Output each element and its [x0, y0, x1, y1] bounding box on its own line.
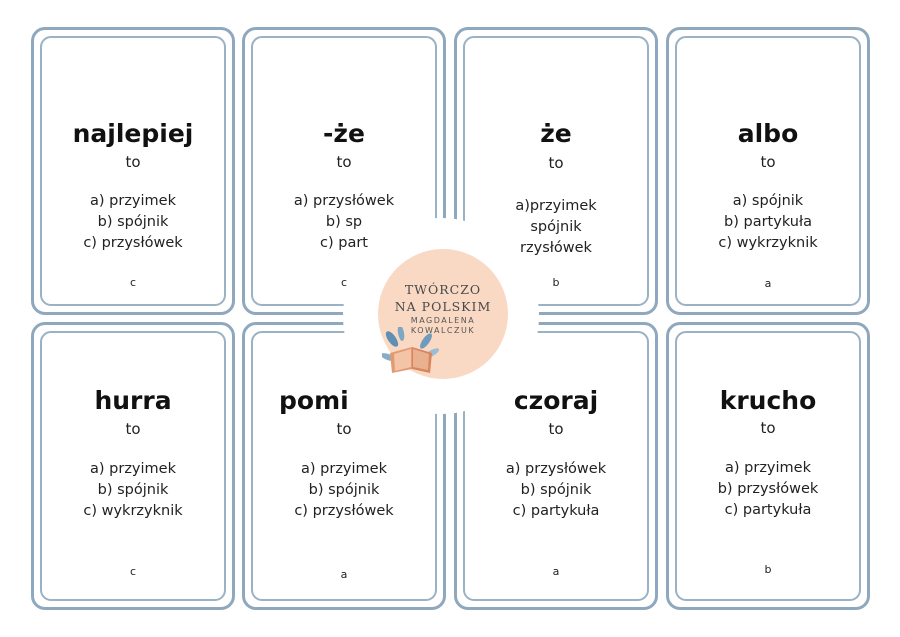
logo-line-4: KOWALCZUK	[410, 326, 476, 335]
card-to: to	[125, 153, 141, 171]
card-word: pomi	[279, 386, 349, 415]
card-to: to	[548, 420, 564, 438]
card-to: to	[336, 153, 352, 171]
card-to: to	[760, 419, 776, 437]
flashcard-4	[666, 27, 870, 315]
card-answer: b	[552, 276, 560, 289]
logo-line-2: NA POLSKIM	[394, 299, 492, 314]
option-b: b) spójnik	[520, 482, 592, 498]
option-a: a) przyimek	[90, 461, 176, 477]
flashcard-1	[31, 27, 235, 315]
card-options	[669, 458, 867, 521]
card-answer: a	[340, 568, 348, 581]
option-c: c) przysłówek	[83, 235, 183, 251]
card-inner-border	[40, 36, 226, 306]
card-options	[245, 459, 443, 522]
card-answer: a	[552, 565, 560, 578]
card-word: -że	[323, 119, 365, 148]
option-c: c) wykrzyknik	[718, 235, 818, 251]
card-to: to	[760, 153, 776, 171]
card-word: że	[540, 119, 572, 148]
card-word: najlepiej	[72, 119, 194, 148]
card-options	[34, 191, 232, 254]
option-b: b) spójnik	[308, 482, 380, 498]
logo-line-3: MAGDALENA	[410, 316, 476, 325]
option-b: b) spójnik	[97, 482, 169, 498]
card-options	[457, 459, 655, 522]
option-c: c) przysłówek	[294, 503, 394, 519]
flashcard-8	[666, 322, 870, 610]
card-word: hurra	[94, 386, 172, 415]
option-a: a) przysłówek	[505, 461, 607, 477]
card-answer: c	[129, 565, 137, 578]
card-inner-border	[675, 36, 861, 306]
option-a: a) przysłówek	[293, 193, 395, 209]
card-to: to	[548, 154, 564, 172]
card-answer: c	[340, 276, 348, 289]
card-to: to	[125, 420, 141, 438]
card-answer: b	[764, 563, 772, 576]
option-a: a) spójnik	[732, 193, 804, 209]
option-c: c) partykuła	[512, 503, 600, 519]
option-a: a) przyimek	[90, 193, 176, 209]
option-c: c) partykuła	[724, 502, 812, 518]
card-word: krucho	[719, 386, 817, 415]
option-a: a)przyimek	[515, 198, 597, 214]
card-options	[34, 459, 232, 522]
option-a: a) przyimek	[301, 461, 387, 477]
card-word: albo	[737, 119, 799, 148]
card-options	[669, 191, 867, 254]
option-b: b) spójnik	[97, 214, 169, 230]
option-b: b) sp	[325, 214, 363, 230]
card-word: czoraj	[513, 386, 599, 415]
card-answer: a	[764, 277, 772, 290]
option-c: c) wykrzyknik	[83, 503, 183, 519]
option-b: b) przysłówek	[717, 481, 819, 497]
option-b: spójnik	[530, 219, 582, 235]
card-to: to	[336, 420, 352, 438]
flashcard-5	[31, 322, 235, 610]
option-a: a) przyimek	[725, 460, 811, 476]
option-b: b) partykuła	[724, 214, 812, 230]
card-answer: c	[129, 276, 137, 289]
option-c: rzysłówek	[520, 240, 592, 256]
brand-logo	[378, 249, 508, 379]
book-leaves-icon	[382, 327, 442, 375]
logo-line-1: TWÓRCZO	[404, 282, 482, 297]
option-c: c) part	[320, 235, 368, 251]
